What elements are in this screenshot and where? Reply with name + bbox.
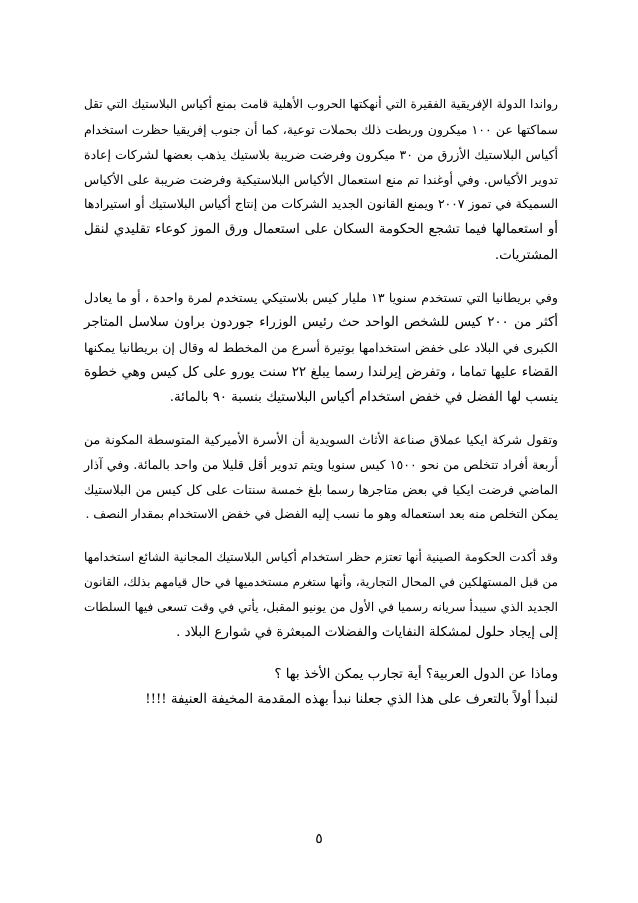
text-line: وقد أكدت الحكومة الصينية أنها تعتزم حظر استخدام أكياس البلاستيك المجانية الشائع استخدامها [84,549,558,564]
text-line: الكبرى في البلاد على خفض استخدامها بوتيرة أسرع من المخطط له وقال إن بريطانيا يمكنها [84,339,558,355]
text-line: سماكتها عن ١٠٠ ميكرون وربطت ذلك بحملات توعية، كما أن جنوب إفريقيا حظرت استخدام [84,122,558,138]
paragraph-rwanda [84,92,558,268]
text-line: أربعة أفراد تتخلص من نحو ١٥٠٠ كيس سنويا ويتم تدوير أقل قليلا من واحد بالمائة. وفي آذار [84,457,558,473]
page-number: ٥ [315,831,323,847]
text-line: أو استعمالها فيما تشجع الحكومة السكان على استعمال ورق الموز كوعاء تقليدي لنقل [84,222,558,238]
paragraph-ikea [84,427,558,527]
text-line: أكياس البلاستيك الأزرق من ٣٠ ميكرون وفرضت ضريبة بلاستيك يذهب بعضها لشركات إعادة [84,147,558,163]
text-line: السميكة في تموز ٢٠٠٧ ويمنع القانون الجديد الشركات من إنتاج أكياس البلاستيك أو استيرادها [84,197,559,212]
text-line: إلى إيجاد حلول لمشكلة النفايات والفضلات المبعثرة في شوارع البلاد . [176,624,558,640]
text-line: الماضي فرضت ايكيا في بعض متاجرها رسما بلغ خمسة سنتات على كل كيس من البلاستيك [84,482,558,498]
text-line: القضاء عليها تماما ، وتفرض إيرلندا رسما يبلغ ٢٢ سنت يورو على كل كيس وهي خطوة [84,364,559,380]
document-body [84,92,558,712]
text-line: تدوير الأكياس. وفي أوغندا تم منع استعمال الأكياس البلاستيكية وفرضت ضريبة على الأكياس [84,172,558,188]
text-line: رواندا الدولة الإفريقية الفقيرة التي أنهكتها الحروب الأهلية قامت بمنع أكياس البلاستيك التي تقل [84,97,558,111]
text-line: الجديد الذي سيبدأ سريانه رسميا في الأول من يونيو المقبل، يأتي في وقت تسعى فيها السلطات [84,599,558,614]
text-line: من قبل المستهلكين في المحال التجارية، وأنها ستغرم مستخدميها في حال قيامهم بذلك، القانون [84,574,558,589]
text-line: لنبدأ أولاً بالتعرف على هذا الذي جعلنا نبدأ بهذه المقدمة المخيفة العنيفة !!!! [145,691,558,707]
text-line: يمكن التخلص منه بعد استعماله وهو ما نسب إليه الفضل في خفض الاستخدام بمقدار النصف . [85,507,558,522]
text-line: المشتريات. [494,247,558,263]
text-line: وماذا عن الدول العربية؟ أية تجارب يمكن الأخذ بها ؟ [274,666,558,682]
paragraph-china [84,545,558,645]
paragraph-britain [84,285,558,410]
text-line: أكثر من ٢٠٠ كيس للشخص الواحد حث رئيس الوزراء جوردون براون سلاسل المتاجر [84,314,558,330]
text-line: ينسب لها الفضل في خفض استخدام أكياس البلاستيك بنسبة ٩٠ بالمائة. [169,390,558,406]
paragraph-arab-countries [84,662,558,712]
text-line: وفي بريطانيا التي تستخدم سنويا ١٣ مليار كيس بلاستيكي يستخدم لمرة واحدة ، أو ما يعادل [84,289,558,305]
text-line: وتقول شركة ايكيا عملاق صناعة الأثاث السويدية أن الأسرة الأميركية المتوسطة المكونة من [84,432,558,448]
